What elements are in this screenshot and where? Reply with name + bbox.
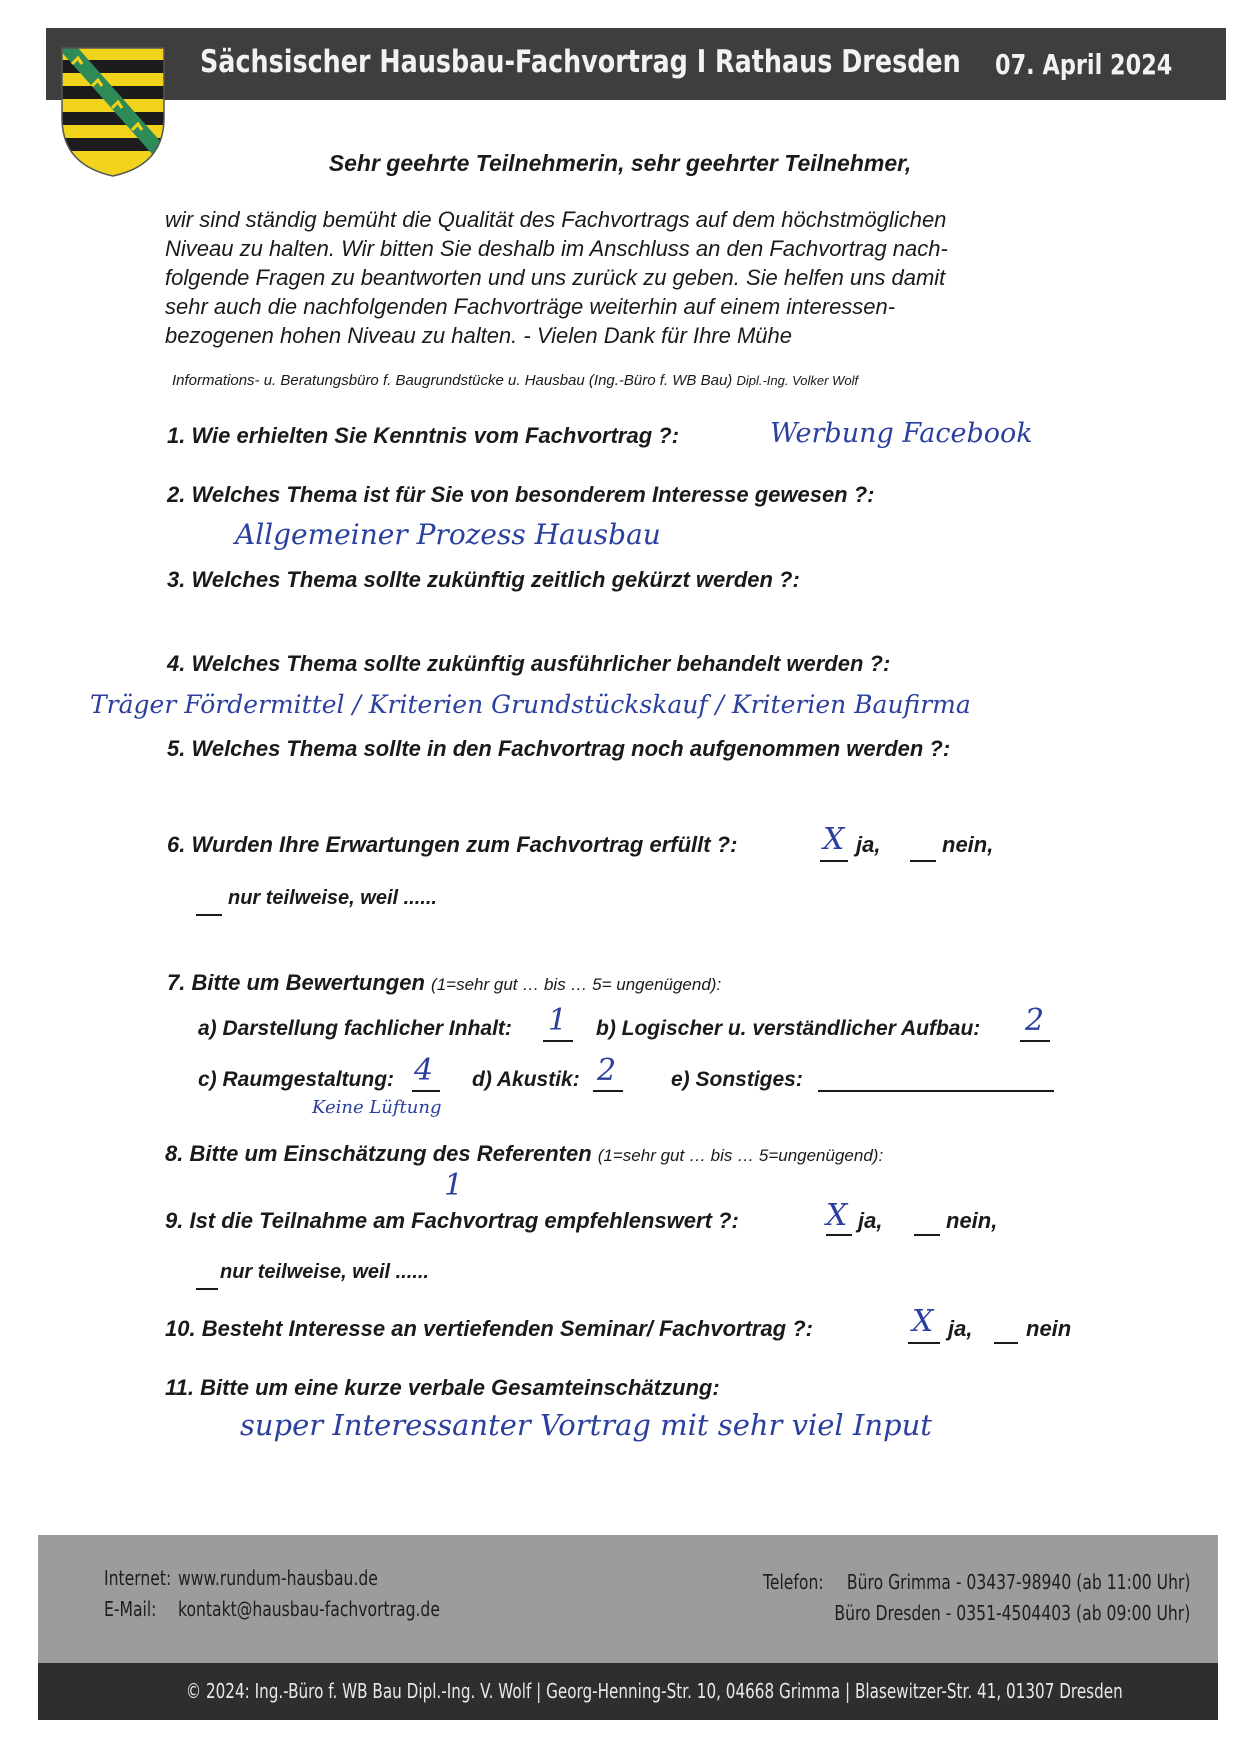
intro-line: folgende Fragen zu beantworten und uns zurück zu geben. Sie helfen uns damit [165,265,946,290]
footer-copyright-text: © 2024: Ing.-Büro f. WB Bau Dipl.-Ing. V. Wolf | Georg-Henning-Str. 10, 04668 Grimma | Blasewitzer-Str. 41, 01307 Dresden [185,1679,1123,1703]
q10-ja-label: ja, [948,1316,973,1341]
bureau-name: Dipl.-Ing. Volker Wolf [736,373,859,388]
q7d-blank[interactable] [593,1090,623,1092]
question-3: 3. Welches Thema sollte zukünftig zeitlich gekürzt werden ?: [167,567,800,592]
q7a-blank[interactable] [543,1040,573,1042]
q9-ja-mark[interactable]: X [826,1198,848,1233]
q6-ja-blank[interactable] [820,860,848,862]
question-11: 11. Bitte um eine kurze verbale Gesamteinschätzung: [165,1375,720,1400]
question-7-text: 7. Bitte um Bewertungen [167,970,425,995]
question-8-text: 8. Bitte um Einschätzung des Referenten [165,1141,592,1166]
footer-email-label: E-Mail: [104,1597,157,1621]
q10-ja-mark[interactable]: X [912,1304,934,1339]
question-7b: b) Logischer u. verständlicher Aufbau: [596,1017,981,1040]
q10-ja-blank[interactable] [908,1342,940,1344]
footer-internet-link[interactable]: www.rundum-hausbau.de [178,1566,378,1590]
q6-ja-mark[interactable]: X [823,822,845,857]
intro-line: bezogenen hohen Niveau zu halten. - Vielen Dank für Ihre Mühe [165,323,793,348]
footer-internet-label: Internet: [104,1566,172,1590]
footer-phone-grimma: Büro Grimma - 03437-98940 (ab 11:00 Uhr) [846,1570,1190,1594]
header-title: Sächsischer Hausbau-Fachvortrag I Rathaus Dresden [200,44,961,80]
q9-nein-label: nein, [946,1208,998,1233]
q7b-blank[interactable] [1020,1040,1050,1042]
question-2: 2. Welches Thema ist für Sie von besonderem Interesse gewesen ?: [167,482,875,507]
bureau-text: Informations- u. Beratungsbüro f. Baugrundstücke u. Hausbau (Ing.-Büro f. WB Bau) [172,372,733,389]
answer-8[interactable]: 1 [444,1168,464,1203]
header-date: 07. April 2024 [995,48,1173,81]
answer-7c[interactable]: 4 [414,1053,434,1088]
question-7e: e) Sonstiges: [671,1068,803,1091]
question-5: 5. Welches Thema sollte in den Fachvortrag noch aufgenommen werden ?: [167,736,951,761]
answer-7c-note[interactable]: Keine Lüftung [312,1097,442,1118]
answer-1[interactable]: Werbung Facebook [770,418,1033,449]
q9-ja-label: ja, [858,1208,883,1233]
intro-line: sehr auch die nachfolgenden Fachvorträge weiterhin auf einem interessen- [165,294,896,319]
question-1: 1. Wie erhielten Sie Kenntnis vom Fachvortrag ?: [167,423,680,448]
q6-ja-label: ja, [856,832,881,857]
question-7-note: (1=sehr gut … bis … 5= ungenügend): [431,975,722,994]
question-10: 10. Besteht Interesse an vertiefenden Seminar/ Fachvortrag ?: [165,1316,814,1341]
footer-copyright [38,1679,1218,1703]
q9-teilweise-label: nur teilweise, weil ...... [220,1261,429,1283]
answer-2[interactable]: Allgemeiner Prozess Hausbau [235,518,661,551]
intro-line: wir sind ständig bemüht die Qualität des Fachvortrags auf dem höchstmöglichen [165,207,947,232]
answer-7a[interactable]: 1 [548,1003,568,1038]
question-6: 6. Wurden Ihre Erwartungen zum Fachvortrag erfüllt ?: [167,832,738,857]
intro-text [165,205,1085,350]
q7e-blank[interactable] [818,1090,1054,1092]
footer-email-link[interactable]: kontakt@hausbau-fachvortrag.de [178,1597,440,1621]
q6-teilweise-label: nur teilweise, weil ...... [228,887,437,909]
q10-nein-label: nein [1026,1316,1072,1341]
footer-phone-dresden: Büro Dresden - 0351-4504403 (ab 09:00 Uhr) [834,1601,1190,1625]
question-4: 4. Welches Thema sollte zukünftig ausführlicher behandelt werden ?: [167,651,891,676]
question-7c: c) Raumgestaltung: [198,1068,395,1091]
question-7 [167,970,721,996]
footer-phone-label: Telefon: [763,1570,824,1594]
answer-11[interactable]: super Interessanter Vortrag mit sehr viel Input [240,1408,932,1442]
question-8 [165,1141,883,1167]
q9-teilweise-blank[interactable] [196,1288,218,1290]
answer-7d[interactable]: 2 [597,1053,617,1088]
q9-nein-blank[interactable] [914,1234,940,1236]
bureau-line [172,372,858,389]
q9-ja-blank[interactable] [826,1234,852,1236]
question-7a: a) Darstellung fachlicher Inhalt: [198,1017,512,1040]
question-9: 9. Ist die Teilnahme am Fachvortrag empfehlenswert ?: [165,1208,739,1233]
intro-line: Niveau zu halten. Wir bitten Sie deshalb im Anschluss an den Fachvortrag nach- [165,236,948,261]
question-8-note: (1=sehr gut … bis … 5=ungenügend): [597,1146,884,1165]
answer-4[interactable]: Träger Fördermittel / Kriterien Grundstückskauf / Kriterien Baufirma [90,690,971,719]
q6-nein-label: nein, [942,832,994,857]
greeting: Sehr geehrte Teilnehmerin, sehr geehrter Teilnehmer, [328,150,912,176]
q6-teilweise-blank[interactable] [196,914,222,916]
question-7d: d) Akustik: [472,1068,580,1091]
q10-nein-blank[interactable] [994,1342,1018,1344]
answer-7b[interactable]: 2 [1025,1003,1045,1038]
q7c-blank[interactable] [412,1090,440,1092]
q6-nein-blank[interactable] [910,860,936,862]
